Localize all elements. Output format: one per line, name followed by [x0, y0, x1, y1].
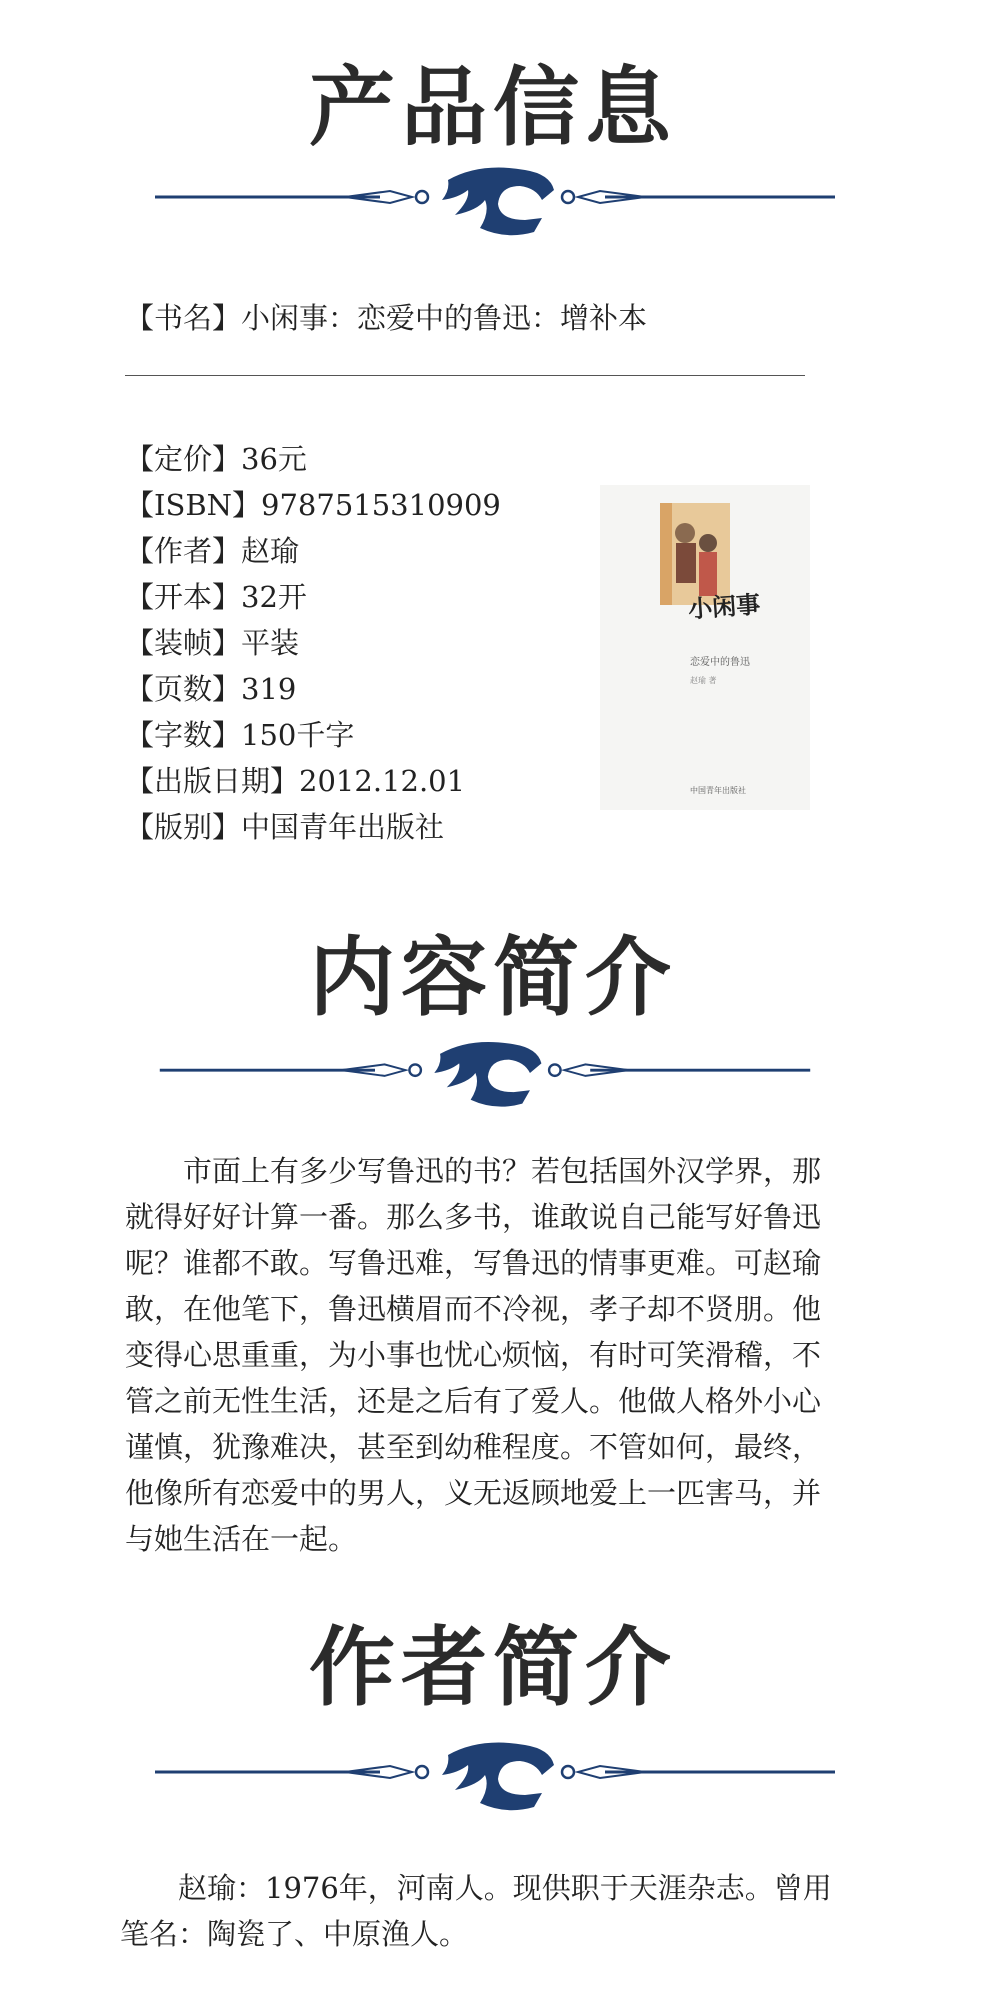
content-line: 他像所有恋爱中的男人，义无返顾地爱上一匹害马，并: [125, 1476, 822, 1510]
author-line: 笔名：陶瓷了、中原渔人。: [120, 1917, 469, 1951]
info-label: 【ISBN】: [125, 488, 262, 522]
ornament-emblem-icon: [160, 1042, 810, 1107]
cover-subtitle: 恋爱中的鲁迅: [690, 657, 750, 668]
info-value: 36元: [241, 442, 307, 476]
info-row-pages: [125, 666, 296, 712]
info-label: 【出版日期】: [125, 764, 300, 798]
info-label: 【定价】: [125, 442, 242, 476]
info-label: 【作者】: [125, 534, 242, 568]
info-row-format: [125, 574, 307, 620]
ornament-divider-1: [150, 160, 840, 240]
heading-product-info: 产品信息: [309, 58, 677, 158]
info-row-pubdate: [125, 758, 465, 804]
info-label: 【开本】: [125, 580, 242, 614]
cover-title: 小闲事: [687, 589, 762, 624]
info-label: 【页数】: [125, 672, 242, 706]
ornament-divider-2: [155, 1033, 815, 1113]
heading-content-intro: 内容简介: [309, 928, 677, 1028]
info-label: 【字数】: [125, 718, 242, 752]
content-line: 敢，在他笔下，鲁迅横眉而不冷视，孝子却不贤朋。他: [125, 1292, 822, 1326]
info-row-binding: [125, 620, 299, 666]
content-line: 与她生活在一起。: [125, 1522, 358, 1556]
content-line: 市面上有多少写鲁迅的书？若包括国外汉学界，那: [125, 1154, 822, 1188]
info-label: 【版别】: [125, 810, 242, 844]
author-intro-paragraph: [120, 1865, 832, 1957]
content-line: 管之前无性生活，还是之后有了爱人。他做人格外小心: [125, 1384, 822, 1418]
underline-rule: [125, 375, 805, 376]
info-row-publisher: [125, 804, 444, 850]
cover-publisher: 中国青年出版社: [690, 786, 746, 795]
info-value: 150千字: [241, 718, 355, 752]
info-value: 赵瑜: [241, 534, 300, 568]
title-value: 小闲事：恋爱中的鲁迅：增补本: [241, 301, 648, 335]
info-row-wordcount: [125, 712, 354, 758]
info-value: 9787515310909: [261, 488, 501, 522]
content-line: 谨慎，犹豫难决，甚至到幼稚程度。不管如何，最终，: [125, 1430, 822, 1464]
cover-author: 赵瑜 著: [690, 676, 717, 685]
ornament-emblem-icon: [155, 168, 835, 236]
heading-author-intro: 作者简介: [309, 1618, 677, 1718]
product-title-row: [125, 296, 647, 337]
info-row-author: [125, 528, 299, 574]
title-label: 【书名】: [125, 301, 242, 335]
info-value: 32开: [241, 580, 307, 614]
info-value: 319: [241, 672, 297, 706]
ornament-emblem-icon: [155, 1743, 835, 1811]
content-line: 变得心思重重，为小事也忧心烦恼，有时可笑滑稽，不: [125, 1338, 822, 1372]
info-row-isbn: [125, 482, 501, 528]
info-value: 平装: [241, 626, 300, 660]
content-intro-paragraph: [125, 1148, 821, 1562]
content-line: 就得好好计算一番。那么多书，谁敢说自己能写好鲁迅: [125, 1200, 822, 1234]
author-line: 赵瑜：1976年，河南人。现供职于天涯杂志。曾用: [120, 1871, 832, 1905]
ornament-divider-3: [150, 1735, 840, 1815]
content-line: 呢？谁都不敢。写鲁迅难，写鲁迅的情事更难。可赵瑜: [125, 1246, 822, 1280]
info-value: 中国青年出版社: [241, 810, 445, 844]
info-value: 2012.12.01: [299, 764, 466, 798]
book-cover-image: [600, 485, 810, 810]
info-row-price: [125, 436, 307, 482]
info-label: 【装帧】: [125, 626, 242, 660]
